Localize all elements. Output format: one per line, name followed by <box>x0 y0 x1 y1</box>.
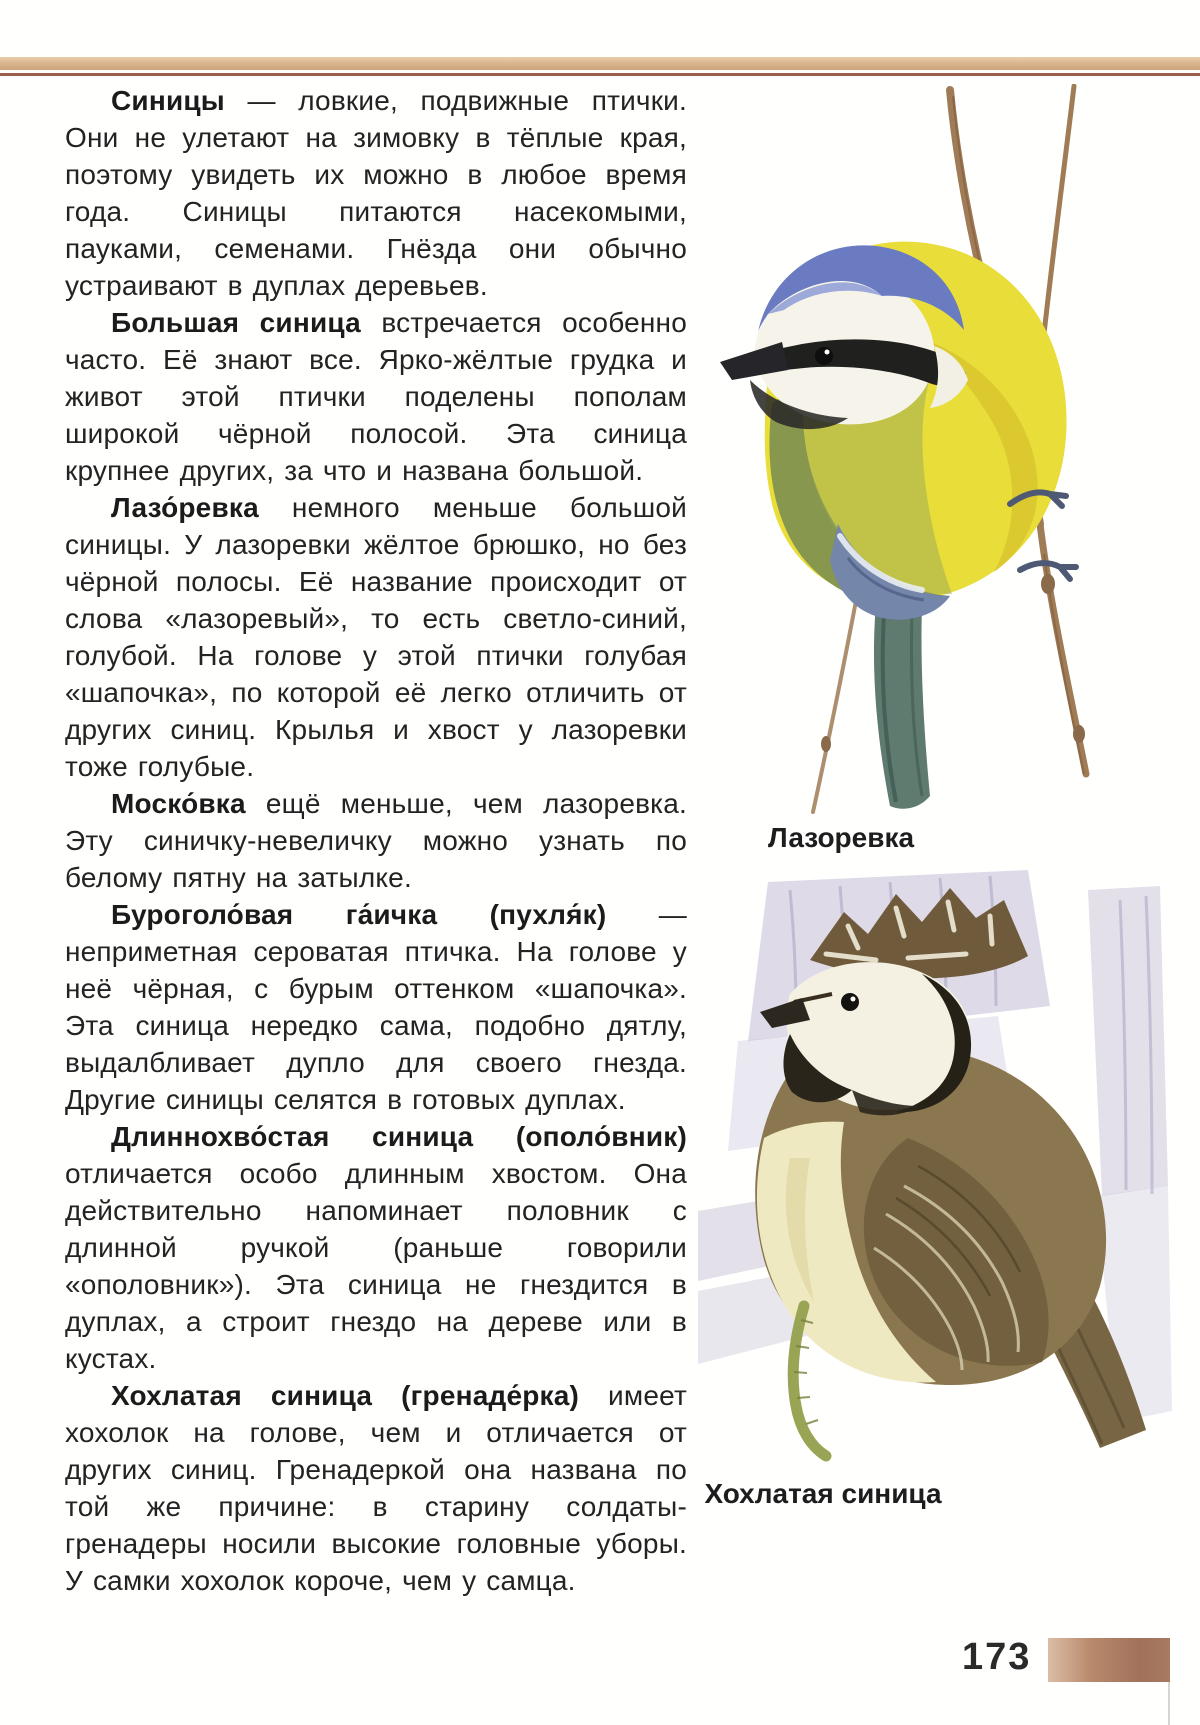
paragraph-text: — неприметная сероватая птичка. На голове у неё чёрная, с бурым оттенком «шапочка». Эта синица нередко сама, подобно дятлу, выдалбливает дупло для своего гнезда. Другие синицы селятся в готовых дуплах. <box>65 899 687 1115</box>
paragraph-coal-tit <box>65 785 687 896</box>
paragraph-text: отличается особо длинным хвостом. Она действительно напоминает половник с длинной ручкой (раньше говорили «ополовник»). Эта синица не гнездится в дуплах, а строит гнездо на дереве или в кустах. <box>65 1158 687 1374</box>
term-moskovka: Моско́вка <box>111 788 246 819</box>
blue-tit-eye <box>815 347 833 365</box>
term-gaichka: Буроголо́вая га́ичка (пухля́к) <box>111 899 607 930</box>
term-sinitsy: Синицы <box>111 85 225 116</box>
footer-brown-bar <box>1048 1638 1170 1682</box>
figure-caption-crested-tit: Хохлатая синица <box>704 1478 942 1509</box>
paragraph-text: имеет хохолок на голове, чем и отличается от других синиц. Гренадеркой она названа по той же причине: в старину солдаты-гренадеры носили высокие головные уборы. У самки хохолок короче, чем у самца. <box>65 1380 687 1596</box>
paragraph-long-tailed-tit <box>65 1118 687 1377</box>
page-edge-line <box>1168 1682 1170 1725</box>
term-bolshaya-sinitsa: Большая синица <box>111 307 361 338</box>
paragraph-willow-tit <box>65 896 687 1118</box>
figure-blue-tit <box>698 84 1184 854</box>
figure-crested-tit <box>698 866 1184 1510</box>
paragraph-text: немного меньше большой синицы. У лазоревки жёлтое брюшко, но без чёрной полосы. Её название происходит от слова «лазоревый», то есть светло-синий, голубой. На голове у этой птички голубая «шапочка», по которой её легко отличить от других синиц. Крылья и хвост у лазоревки тоже голубые. <box>65 492 687 782</box>
paragraph-blue-tit <box>65 489 687 785</box>
body-text-column <box>65 82 687 1599</box>
term-lazorevka: Лазо́ревка <box>111 492 259 523</box>
top-rule-tan-band <box>0 57 1200 70</box>
crested-tit-illustration <box>698 866 1178 1466</box>
paragraph-crested-tit <box>65 1377 687 1599</box>
figure-caption-blue-tit: Лазоревка <box>767 822 915 853</box>
page-number: 173 <box>962 1636 1032 1678</box>
top-decorative-rule <box>0 57 1200 77</box>
term-opolovnik: Длиннохво́стая синица (ополо́вник) <box>111 1121 687 1152</box>
paragraph-text: — ловкие, подвижные птички. Они не улетают на зимовку в тёплые края, поэтому увидеть их можно в любое время года. Синицы питаются насекомыми, пауками, семенами. Гнёзда они обычно устраивают в дуплах деревьев. <box>65 85 687 301</box>
top-rule-brown-line <box>0 73 1200 76</box>
paragraph-text: ещё меньше, чем лазоревка. Эту синичку-невеличку можно узнать по белому пятну на затылке. <box>65 788 687 893</box>
blue-tit-illustration <box>698 84 1178 814</box>
paragraph-great-tit <box>65 304 687 489</box>
paragraph-text: встречается особенно часто. Её знают все. Ярко-жёлтые грудка и живот этой птички поделены пополам широкой чёрной полосой. Эта синица крупнее других, за что и названа большой. <box>65 307 687 486</box>
paragraph-tits-intro <box>65 82 687 304</box>
crested-tit-eye <box>841 993 859 1011</box>
illustration-column <box>698 84 1184 1510</box>
term-grenaderka: Хохлатая синица (гренаде́рка) <box>111 1380 580 1411</box>
